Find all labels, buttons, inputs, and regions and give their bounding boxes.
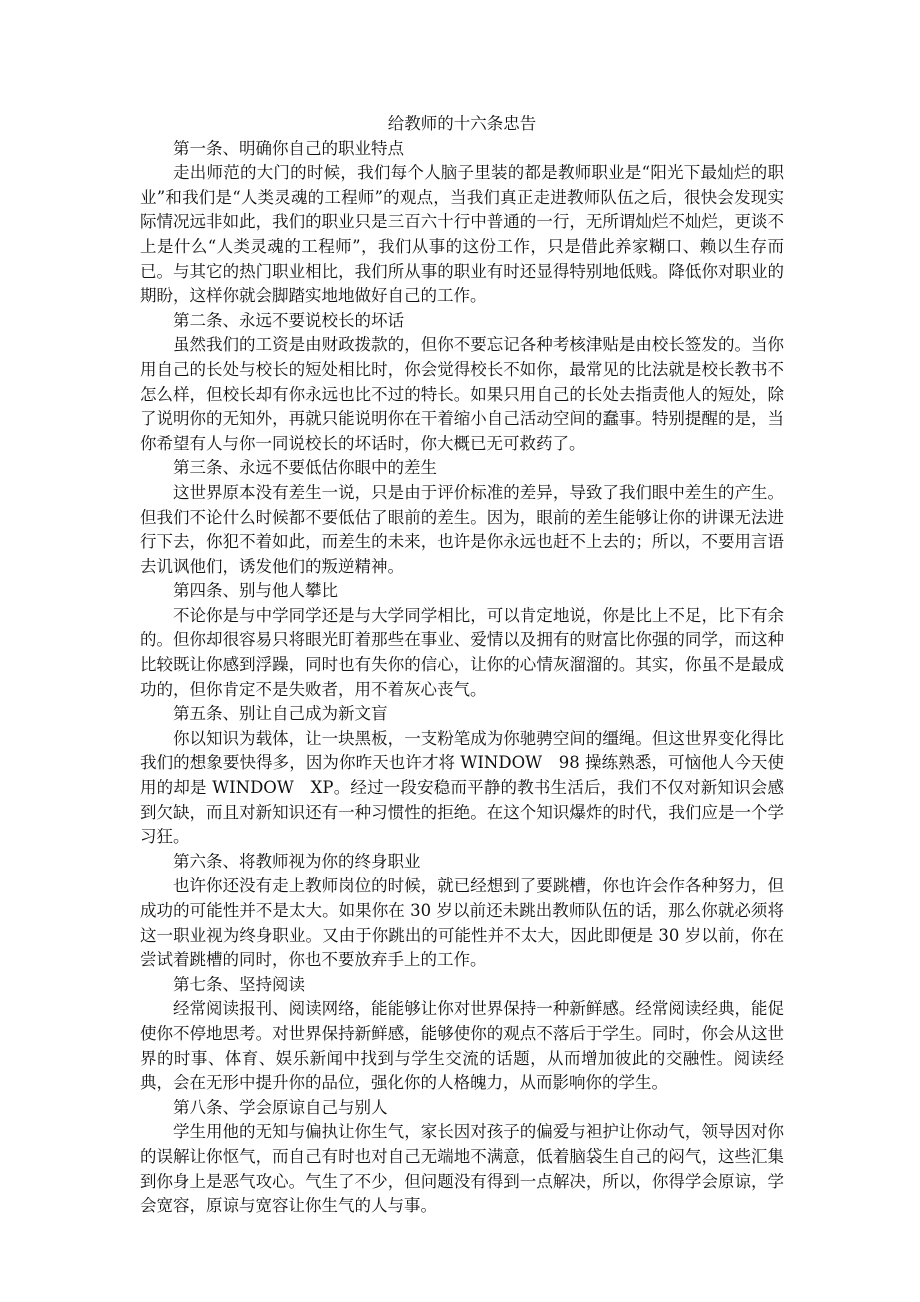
section-body-2: 虽然我们的工资是由财政拨款的，但你不要忘记各种考核津贴是由校长签发的。当你用自己的长处与校长的短处相比时，你会觉得校长不如你，最常见的比法就是校长教书不怎么样，但校长却有你永远也比不过的特长。如果只用自己的长处去指责他人的短处，除了说明你的无知外，再就只能说明你在干着缩小自己活动空间的蠢事。特别提醒的是，当你希望有人与你一同说校长的坏话时，你大概已无可救药了。 — [140, 335, 784, 453]
document-page — [140, 112, 784, 1219]
section-heading-8: 第八条、学会原谅自己与别人 — [173, 1097, 388, 1117]
document-title: 给教师的十六条忠告 — [387, 114, 537, 133]
section-heading-5: 第五条、别让自己成为新文盲 — [173, 704, 388, 724]
section-body-5: 你以知识为载体，让一块黑板，一支粉笔成为你驰骋空间的缰绳。但这世界变化得比我们的想象要快得多，因为你昨天也许才将 WINDOW 98 操练熟悉，可恼他人今天使用的却是 WINDOW XP。经过一段安稳而平静的教书生活后，我们不仅对新知识会感到欠缺，而且对新知识还有一种习惯性的拒绝。在这个知识爆炸的时代，我们应是一个学习狂。 — [140, 728, 784, 847]
section-heading-3: 第三条、永远不要低估你眼中的差生 — [173, 458, 437, 478]
section-body-6: 也许你还没有走上教师岗位的时候，就已经想到了要跳槽，你也许会作各种努力，但成功的可能性并不是太大。如果你在 30 岁以前还未跳出教师队伍的话，那么你就必须将这一职业视为终身职业。又由于你跳出的可能性并不太大，因此即便是 30 岁以前，你在尝试着跳槽的同时，你也不要放弃手上的工作。 — [140, 876, 784, 970]
section-body-1: 走出师范的大门的时候，我们每个人脑子里装的都是教师职业是“阳光下最灿烂的职业”和我们是“人类灵魂的工程师”的观点，当我们真正走进教师队伍之后，很快会发现实际情况远非如此，我们的职业只是三百六十行中普通的一行，无所谓灿烂不灿烂，更谈不上是什么“人类灵魂的工程师”，我们从事的这份工作，只是借此养家糊口、赖以生存而已。与其它的热门职业相比，我们所从事的职业有时还显得特别地低贱。降低你对职业的期盼，这样你就会脚踏实地地做好自己的工作。 — [140, 163, 784, 306]
section-body-4: 不论你是与中学同学还是与大学同学相比，可以肯定地说，你是比上不足，比下有余的。但你却很容易只将眼光盯着那些在事业、爱情以及拥有的财富比你强的同学，而这种比较既让你感到浮躁，同时也有失你的信心，让你的心情灰溜溜的。其实，你虽不是最成功的，但你肯定不是失败者，用不着灰心丧气。 — [140, 605, 784, 699]
section-heading-7: 第七条、坚持阅读 — [173, 974, 305, 994]
section-heading-1: 第一条、明确你自己的职业特点 — [173, 138, 404, 158]
section-heading-6: 第六条、将教师视为你的终身职业 — [173, 851, 421, 871]
section-body-8: 学生用他的无知与偏执让你生气，家长因对孩子的偏爱与袒护让你动气，领导因对你的误解让你怄气，而自己有时也对自己无端地不满意，低着脑袋生自己的闷气，这些汇集到你身上是恶气攻心。气生了不少，但问题没有得到一点解决，所以，你得学会原谅，学会宽容，原谅与宽容让你生气的人与事。 — [140, 1122, 784, 1216]
section-body-3: 这世界原本没有差生一说，只是由于评价标准的差异，导致了我们眼中差生的产生。但我们不论什么时候都不要低估了眼前的差生。因为，眼前的差生能够让你的讲课无法进行下去，你犯不着如此，而差生的未来，也许是你永远也赶不上去的；所以，不要用言语去讥讽他们，诱发他们的叛逆精神。 — [140, 482, 784, 576]
section-body-7: 经常阅读报刊、阅读网络，能能够让你对世界保持一种新鲜感。经常阅读经典，能促使你不停地思考。对世界保持新鲜感，能够使你的观点不落后于学生。同时，你会从这世界的时事、体育、娱乐新闻中找到与学生交流的话题，从而增加彼此的交融性。阅读经典，会在无形中提升你的品位，强化你的人格魄力，从而影响你的学生。 — [140, 999, 784, 1093]
section-heading-4: 第四条、别与他人攀比 — [173, 581, 338, 601]
section-heading-2: 第二条、永远不要说校长的坏话 — [173, 310, 404, 330]
